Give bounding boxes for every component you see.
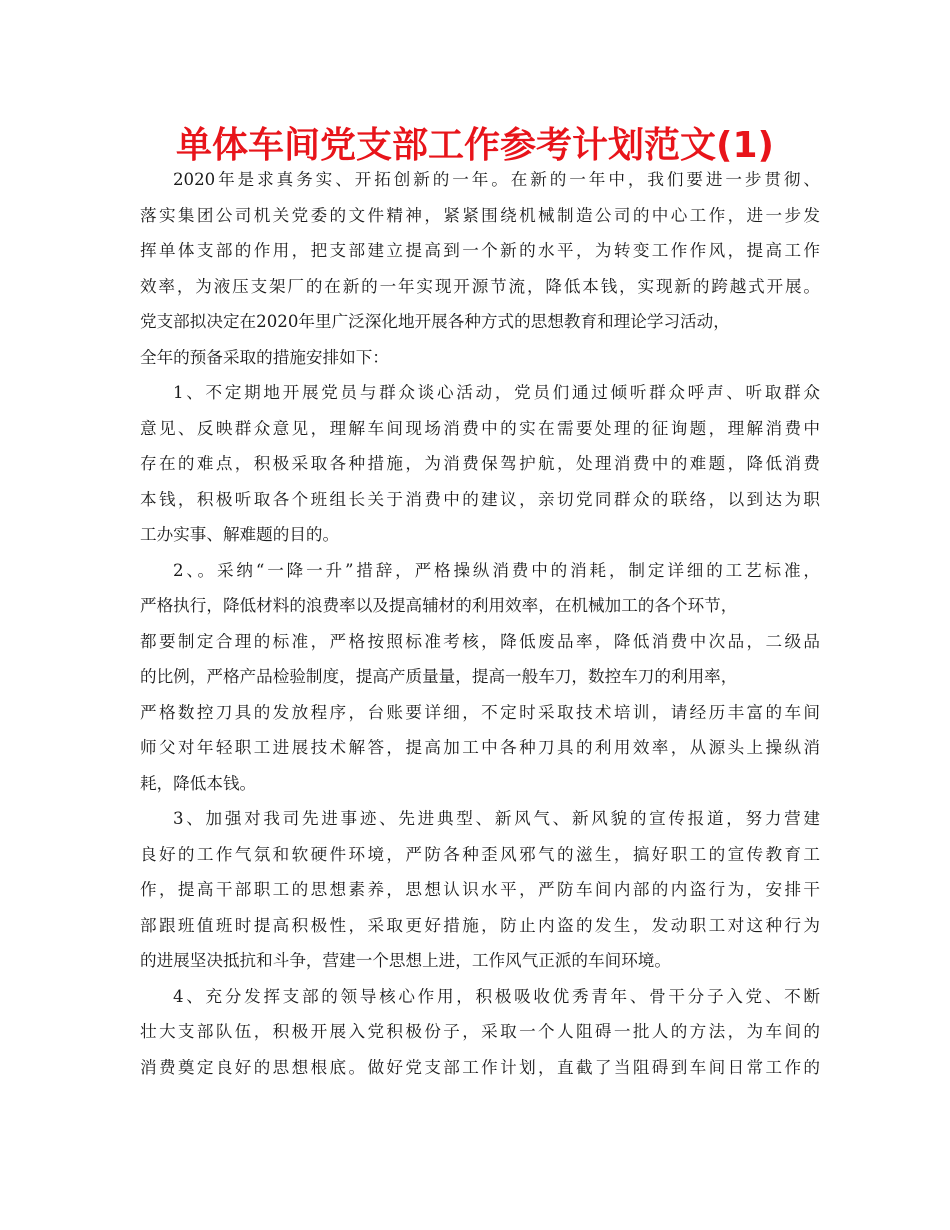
body-text-line: 落实集团公司机关党委的文件精神，紧紧围绕机械制造公司的中心工作，进一步发 — [140, 205, 820, 225]
body-text-line: 2、。采纳“一降一升”措辞，严格操纵消费中的消耗，制定详细的工艺标准， — [173, 560, 820, 580]
body-text-line: 严格执行，降低材料的浪费率以及提高辅材的利用效率，在机械加工的各个环节， — [140, 596, 738, 615]
body-text-line: 良好的工作气氛和软硬件环境，严防各种歪风邪气的滋生，搞好职工的宣传教育工 — [140, 844, 820, 864]
body-text-line: 严格数控刀具的发放程序，台账要详细，不定时采取技术培训，请经历丰富的车间 — [140, 702, 820, 722]
body-text-line: 2020年是求真务实、开拓创新的一年。在新的一年中，我们要进一步贯彻、 — [173, 170, 820, 189]
body-text-line: 本钱，积极听取各个班组长关于消费中的建议，亲切党同群众的联络，以到达为职 — [140, 489, 820, 509]
body-text-line: 部跟班值班时提高积极性，采取更好措施，防止内盗的发生，发动职工对这种行为 — [140, 915, 820, 935]
document-title: 单体车间党支部工作参考计划范文(1) — [176, 125, 774, 166]
body-text-line: 3、加强对我司先进事迹、先进典型、新风气、新风貌的宣传报道，努力营建 — [173, 809, 820, 828]
body-text-line: 的进展坚决抵抗和斗争，营建一个思想上进，工作风气正派的车间环境。 — [140, 951, 671, 970]
document-body — [140, 162, 820, 1085]
body-text-line: 师父对年轻职工进展技术解答，提高加工中各种刀具的利用效率，从源头上操纵消 — [140, 738, 820, 757]
body-text-line: 意见、反映群众意见，理解车间现场消费中的实在需要处理的征询题，理解消费中 — [140, 418, 820, 438]
body-text-line: 1、不定期地开展党员与群众谈心活动，党员们通过倾听群众呼声、听取群众 — [173, 383, 820, 402]
body-text-line: 作，提高干部职工的思想素养，思想认识水平，严防车间内部的内盗行为，安排干 — [140, 880, 820, 899]
body-text-line: 挥单体支部的作用，把支部建立提高到一个新的水平，为转变工作作风，提高工作 — [140, 241, 820, 260]
body-text-line: 壮大支部队伍，积极开展入党积极份子，采取一个人阻碍一批人的方法，为车间的 — [140, 1022, 820, 1041]
body-text-line: 党支部拟决定在2020年里广泛深化地开展各种方式的思想教育和理论学习活动， — [140, 312, 730, 331]
body-text-line: 全年的预备采取的措施安排如下： — [140, 347, 389, 367]
body-text-line: 消费奠定良好的思想根底。做好党支部工作计划，直截了当阻碍到车间日常工作的 — [140, 1057, 820, 1077]
body-text-line: 存在的难点，积极采取各种措施，为消费保驾护航，处理消费中的难题，降低消费 — [140, 454, 820, 473]
body-text-line: 工办实事、解难题的目的。 — [140, 525, 340, 544]
body-text-line: 的比例，严格产品检验制度，提高产质量量，提高一般车刀，数控车刀的利用率， — [140, 667, 738, 686]
body-text-line: 效率，为液压支架厂的在新的一年实现开源节流，降低本钱，实现新的跨越式开展。 — [140, 276, 820, 296]
body-text-line: 耗，降低本钱。 — [140, 773, 257, 793]
body-text-line: 4、充分发挥支部的领导核心作用，积极吸收优秀青年、骨干分子入党、不断 — [173, 986, 820, 1006]
body-text-line: 都要制定合理的标准，严格按照标准考核，降低废品率，降低消费中次品，二级品 — [140, 631, 820, 651]
